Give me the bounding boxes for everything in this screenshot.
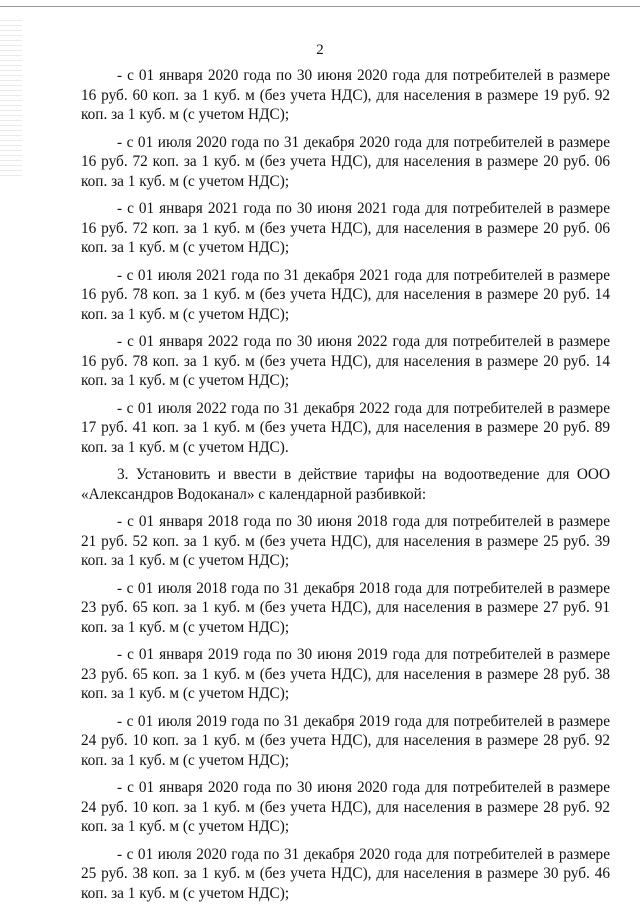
- tariff-item: - с 01 июля 2020 года по 31 декабря 2020 года для потребителей в размере 16 руб. 72 коп. за 1 куб. м (без учета НДС), для населения в размере 20 руб. 06 коп. за 1 куб. м (с учетом НДС);: [81, 133, 610, 190]
- tariff-item: - с 01 июля 2020 года по 31 декабря 2020 года для потребителей в размере 25 руб. 38 коп. за 1 куб. м (без учета НДС), для населения в размере 30 руб. 46 коп. за 1 куб. м (с учетом НДС);: [81, 845, 610, 902]
- tariff-item: - с 01 июля 2022 года по 31 декабря 2022 года для потребителей в размере 17 руб. 41 коп. за 1 куб. м (без учета НДС), для населения в размере 20 руб. 89 коп. за 1 куб. м (с учетом НДС).: [81, 399, 610, 456]
- tariff-item: - с 01 января 2018 года по 30 июня 2018 года для потребителей в размере 21 руб. 52 коп. за 1 куб. м (без учета НДС), для населения в размере 25 руб. 39 коп. за 1 куб. м (с учетом НДС);: [81, 513, 610, 569]
- tariff-item: - с 01 января 2020 года по 30 июня 2020 года для потребителей в размере 24 руб. 10 коп. за 1 куб. м (без учета НДС), для населения в размере 28 руб. 92 коп. за 1 куб. м (с учетом НДС);: [81, 779, 610, 835]
- tariff-item: - с 01 января 2020 года по 30 июня 2020 года для потребителей в размере 16 руб. 60 коп. за 1 куб. м (без учета НДС), для населения в размере 19 руб. 92 коп. за 1 куб. м (с учетом НДС);: [81, 67, 610, 123]
- tariff-item: - с 01 июля 2021 года по 31 декабря 2021 года для потребителей в размере 16 руб. 78 коп. за 1 куб. м (без учета НДС), для населения в размере 20 руб. 14 коп. за 1 куб. м (с учетом НДС);: [81, 266, 610, 323]
- tariff-item: - с 01 июля 2018 года по 31 декабря 2018 года для потребителей в размере 23 руб. 65 коп. за 1 куб. м (без учета НДС), для населения в размере 27 руб. 91 коп. за 1 куб. м (с учетом НДС);: [81, 579, 610, 636]
- tariff-item: - с 01 июля 2019 года по 31 декабря 2019 года для потребителей в размере 24 руб. 10 коп. за 1 куб. м (без учета НДС), для населения в размере 28 руб. 92 коп. за 1 куб. м (с учетом НДС);: [81, 712, 610, 769]
- document-body: [81, 66, 610, 911]
- tariff-item: - с 01 января 2022 года по 30 июня 2022 года для потребителей в размере 16 руб. 78 коп. за 1 куб. м (без учета НДС), для населения в размере 20 руб. 14 коп. за 1 куб. м (с учетом НДС);: [81, 333, 610, 389]
- section-heading: 3. Установить и ввести в действие тарифы на водоотведение для ООО «Александров Водоканал» с календарной разбивкой:: [81, 466, 610, 503]
- tariff-item: - с 01 января 2019 года по 30 июня 2019 года для потребителей в размере 23 руб. 65 коп. за 1 куб. м (без учета НДС), для населения в размере 28 руб. 38 коп. за 1 куб. м (с учетом НДС);: [81, 646, 610, 702]
- tariff-item: - с 01 января 2021 года по 30 июня 2021 года для потребителей в размере 16 руб. 72 коп. за 1 куб. м (без учета НДС), для населения в размере 20 руб. 06 коп. за 1 куб. м (с учетом НДС);: [81, 200, 610, 256]
- page-number: 2: [316, 42, 324, 58]
- top-border-line: [0, 6, 640, 7]
